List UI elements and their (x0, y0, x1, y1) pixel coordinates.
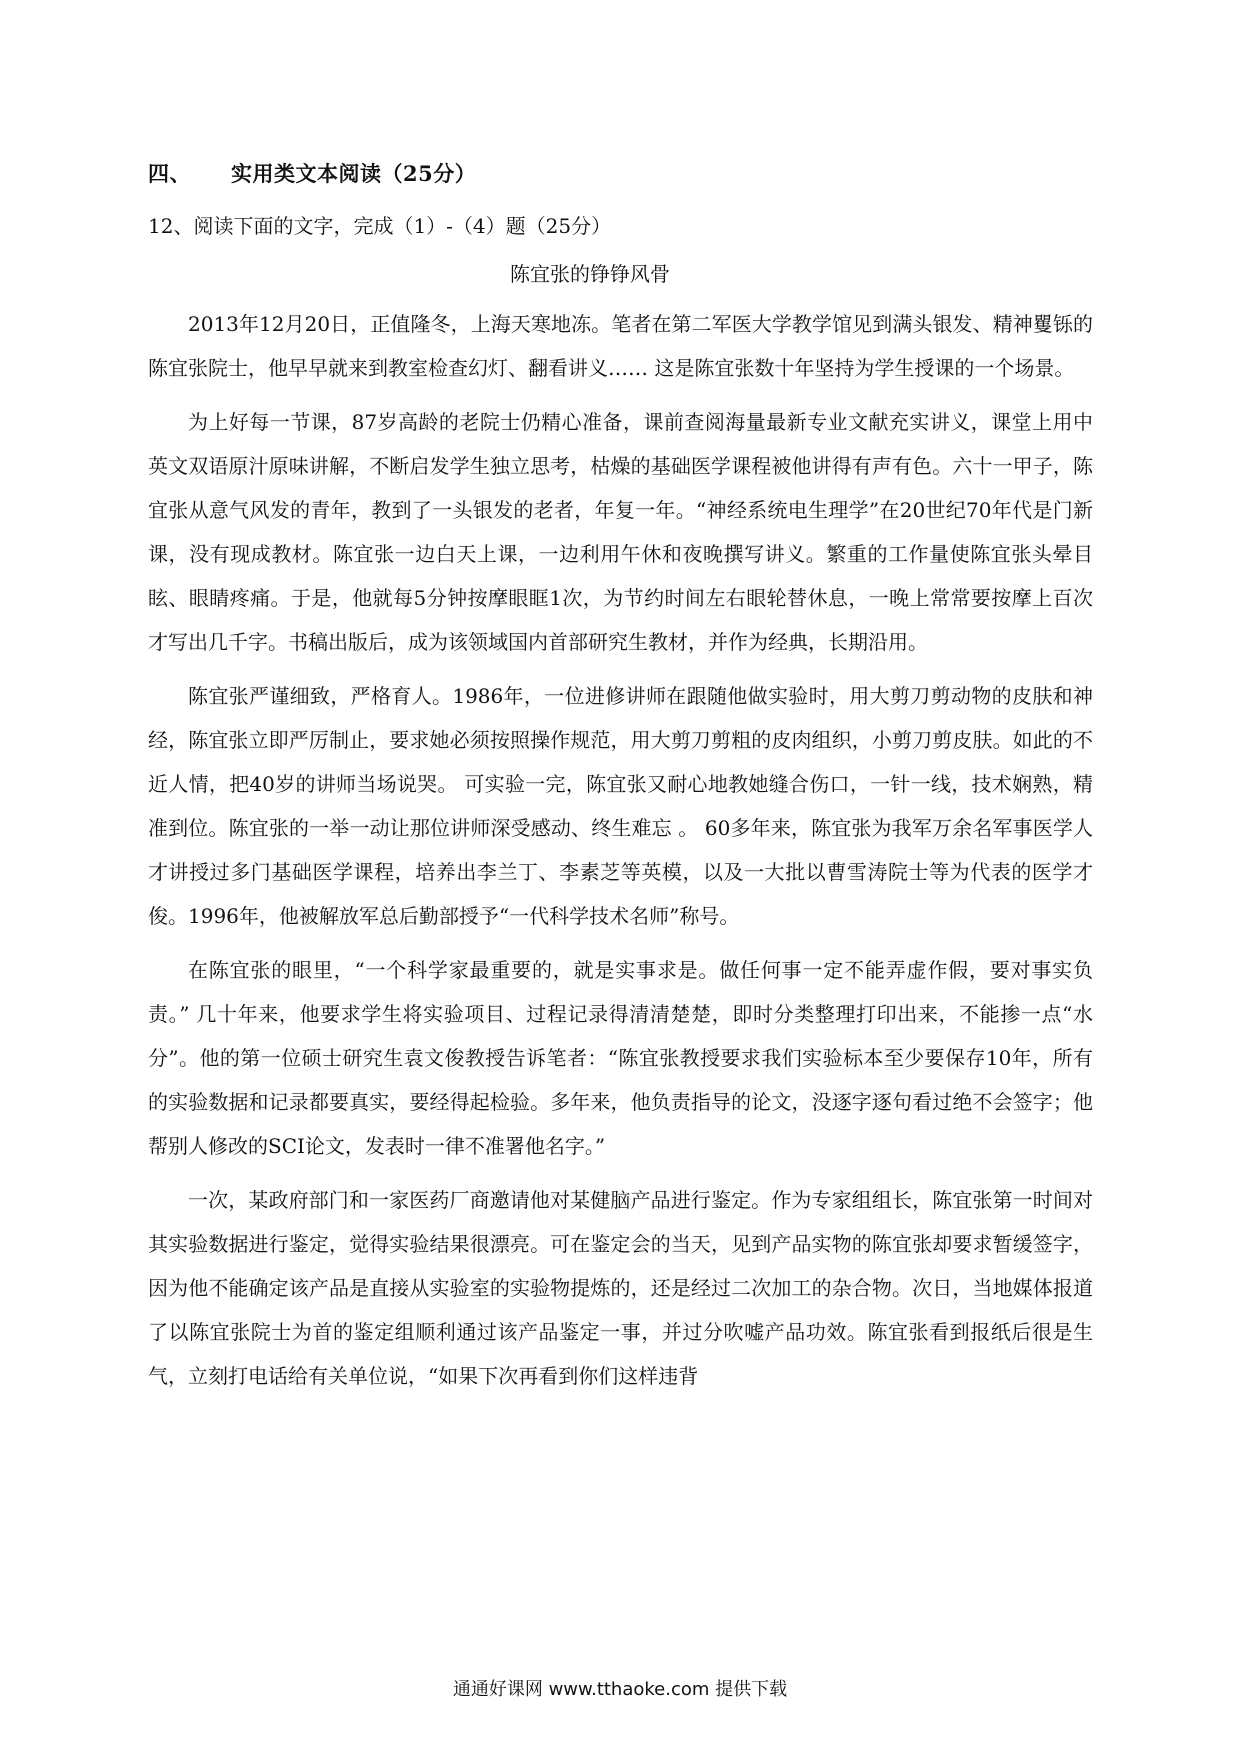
paragraph: 一次，某政府部门和一家医药厂商邀请他对某健脑产品进行鉴定。作为专家组组长，陈宜张第一时间对其实验数据进行鉴定，觉得实验结果很漂亮。可在鉴定会的当天，见到产品实物的陈宜张却要求暂缓签字，因为他不能确定该产品是直接从实验室的实验物提炼的，还是经过二次加工的杂合物。次日，当地媒体报道了以陈宜张院士为首的鉴定组顺利通过该产品鉴定一事，并过分吹嘘产品功效。陈宜张看到报纸后很是生气，立刻打电话给有关单位说，“如果下次再看到你们这样违背 (148, 1188, 1093, 1388)
page-footer: 通通好课网 www.tthaoke.com 提供下载 (452, 1679, 788, 1700)
section-title: 实用类文本阅读（25分） (231, 161, 477, 186)
article-title (0, 258, 1240, 287)
article-body (148, 302, 1093, 1408)
question-instruction: 12、阅读下面的文字，完成（1）-（4）题（25分） (148, 214, 612, 238)
paragraph: 为上好每一节课，87岁高龄的老院士仍精心准备，课前查阅海量最新专业文献充实讲义，课堂上用中英文双语原汁原味讲解，不断启发学生独立思考，枯燥的基础医学课程被他讲得有声有色。六十一甲子，陈宜张从意气风发的青年，教到了一头银发的老者，年复一年。“神经系统电生理学”在20世纪70年代是门新课，没有现成教材。陈宜张一边白天上课，一边利用午休和夜晚撰写讲义。繁重的工作量使陈宜张头晕目眩、眼睛疼痛。于是，他就每5分钟按摩眼眶1次，为节约时间左右眼轮替休息，一晚上常常要按摩上百次才写出几千字。书稿出版后，成为该领域国内首部研究生教材，并作为经典，长期沿用。 (148, 410, 1093, 654)
article-title-text: 陈宜张的铮铮风骨 (510, 262, 670, 286)
paragraph: 陈宜张严谨细致，严格育人。1986年，一位进修讲师在跟随他做实验时，用大剪刀剪动物的皮肤和神经，陈宜张立即严厉制止，要求她必须按照操作规范，用大剪刀剪粗的皮肉组织，小剪刀剪皮肤。如此的不近人情，把40岁的讲师当场说哭。 可实验一完，陈宜张又耐心地教她缝合伤口，一针一线，技术娴熟，精准到位。陈宜张的一举一动让那位讲师深受感动、终生难忘 。 60多年来，陈宜张为我军万余名军事医学人才讲授过多门基础医学课程，培养出李兰丁、李素芝等英模，以及一大批以曹雪涛院士等为代表的医学才俊。1996年，他被解放军总后勤部授予“一代科学技术名师”称号。 (148, 684, 1093, 928)
paragraph: 2013年12月20日，正值隆冬，上海天寒地冻。笔者在第二军医大学教学馆见到满头银发、精神矍铄的陈宜张院士，他早早就来到教室检查幻灯、翻看讲义…… 这是陈宜张数十年坚持为学生授课的一个场景。 (148, 312, 1093, 380)
paragraph: 在陈宜张的眼里，“一个科学家最重要的，就是实事求是。做任何事一定不能弄虚作假，要对事实负责。” 几十年来，他要求学生将实验项目、过程记录得清清楚楚，即时分类整理打印出来，不能掺一点“水分”。他的第一位硕士研究生袁文俊教授告诉笔者：“陈宜张教授要求我们实验标本至少要保存10年，所有的实验数据和记录都要真实，要经得起检验。多年来，他负责指导的论文，没逐字逐句看过绝不会签字；他帮别人修改的SCI论文，发表时一律不准署他名字。” (148, 958, 1093, 1158)
section-number: 四、 (148, 161, 191, 186)
section-heading (148, 158, 476, 188)
